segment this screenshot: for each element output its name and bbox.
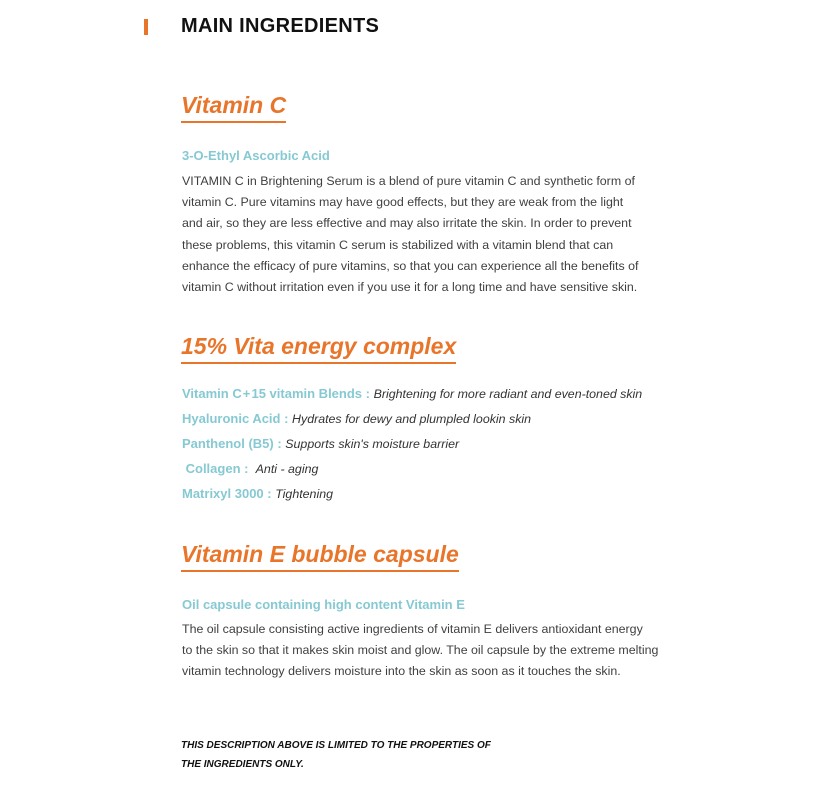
text-line: vitamin technology delivers moisture into the skin as soon as it touches the skin. [182,664,621,679]
disclaimer-line: THE INGREDIENTS ONLY. [181,759,304,770]
list-item [182,411,642,436]
list-item [182,436,642,461]
ingredient-name: Matrixyl 3000 : [182,486,276,501]
text-line: vitamin C without irritation even if you use it for a long time and have sensitive skin. [182,280,638,295]
ingredient-benefit: Hydrates for dewy and plumpled lookin skin [292,412,532,426]
vita-complex-heading: 15% Vita energy complex [181,333,456,364]
text-line: VITAMIN C in Brightening Serum is a blend of pure vitamin C and synthetic form of [182,174,635,188]
ingredient-benefit: Brightening for more radiant and even-toned skin [373,387,643,401]
vitamin-e-subheading: Oil capsule containing high content Vitamin E [182,597,465,612]
ingredient-name: Panthenol (B5) : [182,436,286,451]
vitamin-c-heading: Vitamin C [181,92,286,123]
page-title: MAIN INGREDIENTS [181,15,380,37]
text-line: to the skin so that it makes skin moist and glow. The oil capsule by the extreme melting [182,643,659,658]
text-line: enhance the efficacy of pure vitamins, so that you can experience all the benefits of [182,258,639,273]
disclaimer-note [181,736,491,774]
header-accent-bar [144,19,148,35]
ingredient-list [182,386,642,511]
list-item [182,486,642,511]
text-line: vitamin C. Pure vitamins may have good effects, but they are weak from the light [182,195,624,210]
ingredient-name: Hyaluronic Acid : [182,411,293,426]
disclaimer-line: THIS DESCRIPTION ABOVE IS LIMITED TO THE PROPERTIES OF [181,740,491,751]
ingredient-benefit: Supports skin's moisture barrier [285,437,460,451]
vitamin-e-heading: Vitamin E bubble capsule [181,541,459,572]
text-line: these problems, this vitamin C serum is stabilized with a vitamin blend that can [182,237,614,252]
text-line: The oil capsule consisting active ingredients of vitamin E delivers antioxidant energy [182,622,643,636]
text-line: and air, so they are less effective and may also irritate the skin. In order to prevent [182,216,632,231]
ingredient-name: Vitamin C + 15 vitamin Blends : [182,386,374,401]
ingredient-benefit: Anti - aging [255,462,319,476]
ingredient-name: Collagen : [182,461,256,476]
ingredient-benefit: Tightening [275,487,333,501]
vitamin-c-subheading: 3-O-Ethyl Ascorbic Acid [182,148,330,163]
vitamin-c-description [182,171,638,298]
list-item [182,461,642,486]
list-item [182,386,642,411]
vitamin-e-description [182,619,658,683]
